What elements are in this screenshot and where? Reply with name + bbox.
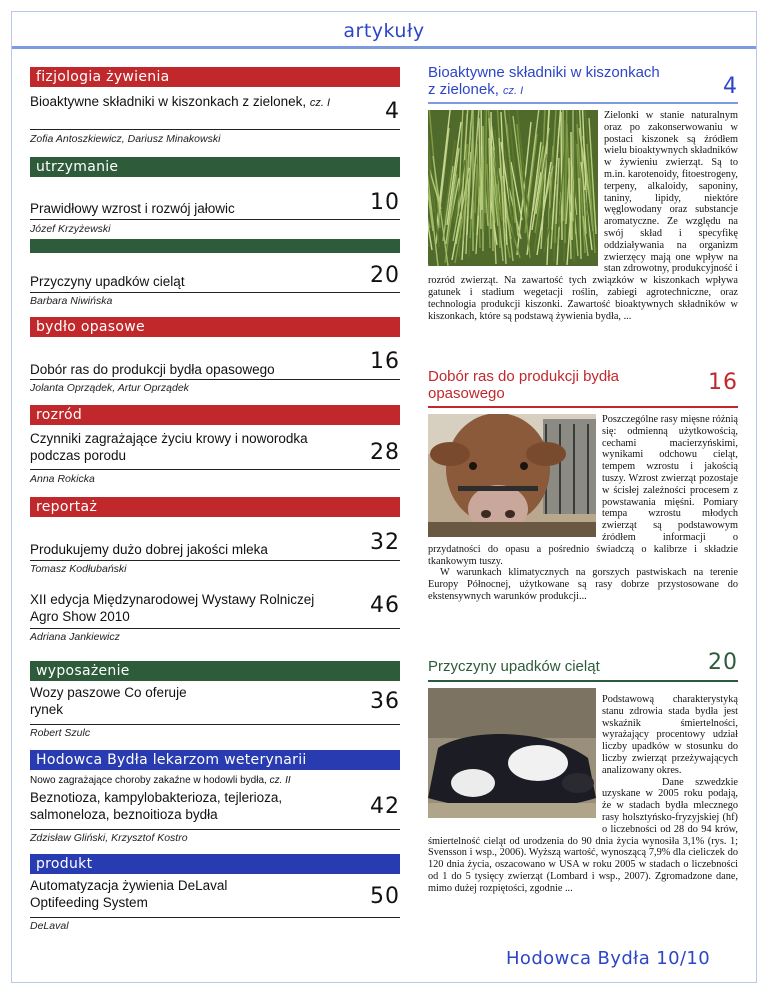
article-preview-text: Zielonki w stanie naturalnym oraz po zakonserwowaniu w postaci kiszonek są źródłem wielu bioaktywnych składników w żywieniu zwierząt. Są to m.in. karotenoidy, fitoestrogeny, terpeny, alkaloidy, saponiny, taniny, lipidy, niektóre węglowodany oraz substancje aromatyczne. Ze względu na swój skład i specyfikę oddziaływania na organizm zwierzęcy mają one wpływ na stan zdrowotny, produkcyjność i rozród zwierząt. Na zawartość tych związków w kiszonkach wpływa gatunek i stadium wegetacji roślin, zabiegi agrotechniczne, oraz technologia produkcji kiszonki. Zawartość bioaktywnych składników w kiszonkach, które są podstawą żywienia bydła, ... (428, 110, 738, 322)
article-title: Prawidłowy wzrost i rozwój jałowic (30, 201, 235, 216)
section-bar: bydło opasowe (30, 317, 400, 337)
article-preview-rule (428, 406, 738, 408)
article-title: Beznotioza, kampylobakterioza, tejlerioza, salmoneloza, beznoitioza bydła (30, 790, 283, 822)
page-number: 42 (370, 794, 400, 819)
page-number: 10 (370, 190, 400, 215)
section-bar: utrzymanie (30, 157, 400, 177)
toc-entry[interactable] (30, 854, 400, 932)
page-number: 16 (370, 349, 400, 374)
article-authors: DeLaval (30, 920, 69, 932)
article-authors: Adriana Jankiewicz (30, 631, 120, 643)
article-preview-rule (428, 680, 738, 682)
page-header-title: artykuły (343, 20, 425, 42)
article-preview-page: 20 (708, 650, 738, 675)
article-subtitle: Nowo zagrażające choroby zakaźne w hodowli bydła, cz. II (30, 775, 291, 786)
divider (30, 129, 400, 130)
article-preview-page: 4 (723, 74, 738, 99)
article-title: Bioaktywne składniki w kiszonkach z zielonek, cz. I (30, 94, 331, 109)
article-title: Dobór ras do produkcji bydła opasowego (30, 362, 275, 377)
divider (30, 219, 400, 220)
article-authors: Anna Rokicka (30, 473, 95, 485)
section-bar: produkt (30, 854, 400, 874)
divider (30, 724, 400, 725)
article-preview-text: Poszczególne rasy mięsne różnią się: odmienną użytkowością, cechami macierzyńskimi, wynikami odchowu cieląt, tempem wzrostu i jakością tuszy. Wzrost zwierząt pozostaje w ścisłej zależności procesem z powstawania mięśni. Pomiary tempa wzrostu młodych zwierząt są podstawowym źródłem informacji o przydatności do opasu a pośrednio świadczą o kalibrze i składzie tkankowym tuszy. W warunkach klimatycznych na gorszych pastwiskach na terenie Europy Północnej, użytkowane są rasy dobrze przystosowane do ekstensywnych warunków produkcji... (428, 414, 738, 602)
article-authors: Barbara Niwińska (30, 295, 113, 307)
section-bar (30, 239, 400, 253)
toc-entry[interactable] (30, 405, 400, 485)
article-title: XII edycja Międzynarodowej Wystawy Rolniczej Agro Show 2010 (30, 592, 315, 624)
article-preview-title[interactable]: Dobór ras do produkcji bydła opasowego (428, 368, 619, 402)
divider (30, 469, 400, 470)
article-preview-title[interactable]: Bioaktywne składniki w kiszonkach z zielonek, cz. I (428, 64, 660, 98)
article-authors: Robert Szulc (30, 727, 91, 739)
article-authors: Zofia Antoszkiewicz, Dariusz Minakowski (30, 133, 221, 145)
toc-entry[interactable] (30, 317, 400, 394)
article-preview-rule (428, 102, 738, 104)
article-authors: Józef Krzyżewski (30, 223, 111, 235)
divider (30, 829, 400, 830)
article-authors: Jolanta Oprządek, Artur Oprządek (30, 382, 189, 394)
section-bar: fizjologia żywienia (30, 67, 400, 87)
article-title: Czynniki zagrażające życiu krowy i noworodka podczas porodu (30, 431, 308, 463)
page-number: 32 (370, 530, 400, 555)
article-authors: Zdzisław Gliński, Krzysztof Kostro (30, 832, 188, 844)
toc-entry[interactable] (30, 67, 400, 145)
article-title: Automatyzacja żywienia DeLaval Optifeeding System (30, 878, 228, 910)
article-authors: Tomasz Kodłubański (30, 563, 127, 575)
section-bar: reportaż (30, 497, 400, 517)
divider (30, 292, 400, 293)
article-title: Przyczyny upadków cieląt (30, 274, 185, 289)
divider (30, 917, 400, 918)
article-preview-text: Podstawową charakterystyką stanu zdrowia stada bydła jest wskaźnik śmiertelności, wyrażający procentowy udział liczby upadków w stosunku do liczby zwierząt przeżywających analizowany okres. Dane szwedzkie uzyskane w 2005 roku podają, że w stadach bydła mlecznego rasy holsztyńsko-fryzyjskiej (hf) o liczebności od 28 do 94 krów, śmiertelność cieląt od urodzenia do 90 dnia życia wynosiła 3,1% (rys. 1; Svensson i wsp., 2006). Wyższą wartość, wynoszącą 7,9% dla cieliczek do 120 dnia życia, oszacowano w USA w roku 2005 w stadach o liczebności od 1 do 5 tysięcy zwierząt (Lombard i wsp., 2007). Zgromadzone dane, mimo dużej rozpiętości, zgodnie ... (428, 694, 738, 894)
section-bar: wyposażenie (30, 661, 400, 681)
page-number: 46 (370, 593, 400, 618)
toc-entry[interactable] (30, 661, 400, 739)
header-rule (12, 46, 756, 49)
article-title: Produkujemy dużo dobrej jakości mleka (30, 542, 268, 557)
divider (30, 379, 400, 380)
article-title: Wozy paszowe Co oferuje rynek (30, 685, 187, 717)
toc-entry[interactable] (30, 750, 400, 844)
toc-entry[interactable] (30, 239, 400, 307)
toc-entry[interactable] (30, 497, 400, 575)
article-preview-title[interactable]: Przyczyny upadków cieląt (428, 658, 600, 675)
page-number: 36 (370, 689, 400, 714)
page-number: 28 (370, 440, 400, 465)
section-bar: Hodowca Bydła lekarzom weterynarii (30, 750, 400, 770)
page-number: 50 (370, 884, 400, 909)
section-bar: rozród (30, 405, 400, 425)
article-preview-page: 16 (708, 370, 738, 395)
toc-entry[interactable] (30, 157, 400, 235)
magazine-issue-footer: Hodowca Bydła 10/10 (506, 948, 711, 969)
page-number: 20 (370, 263, 400, 288)
page-number: 4 (385, 99, 400, 124)
divider (30, 628, 400, 629)
divider (30, 560, 400, 561)
